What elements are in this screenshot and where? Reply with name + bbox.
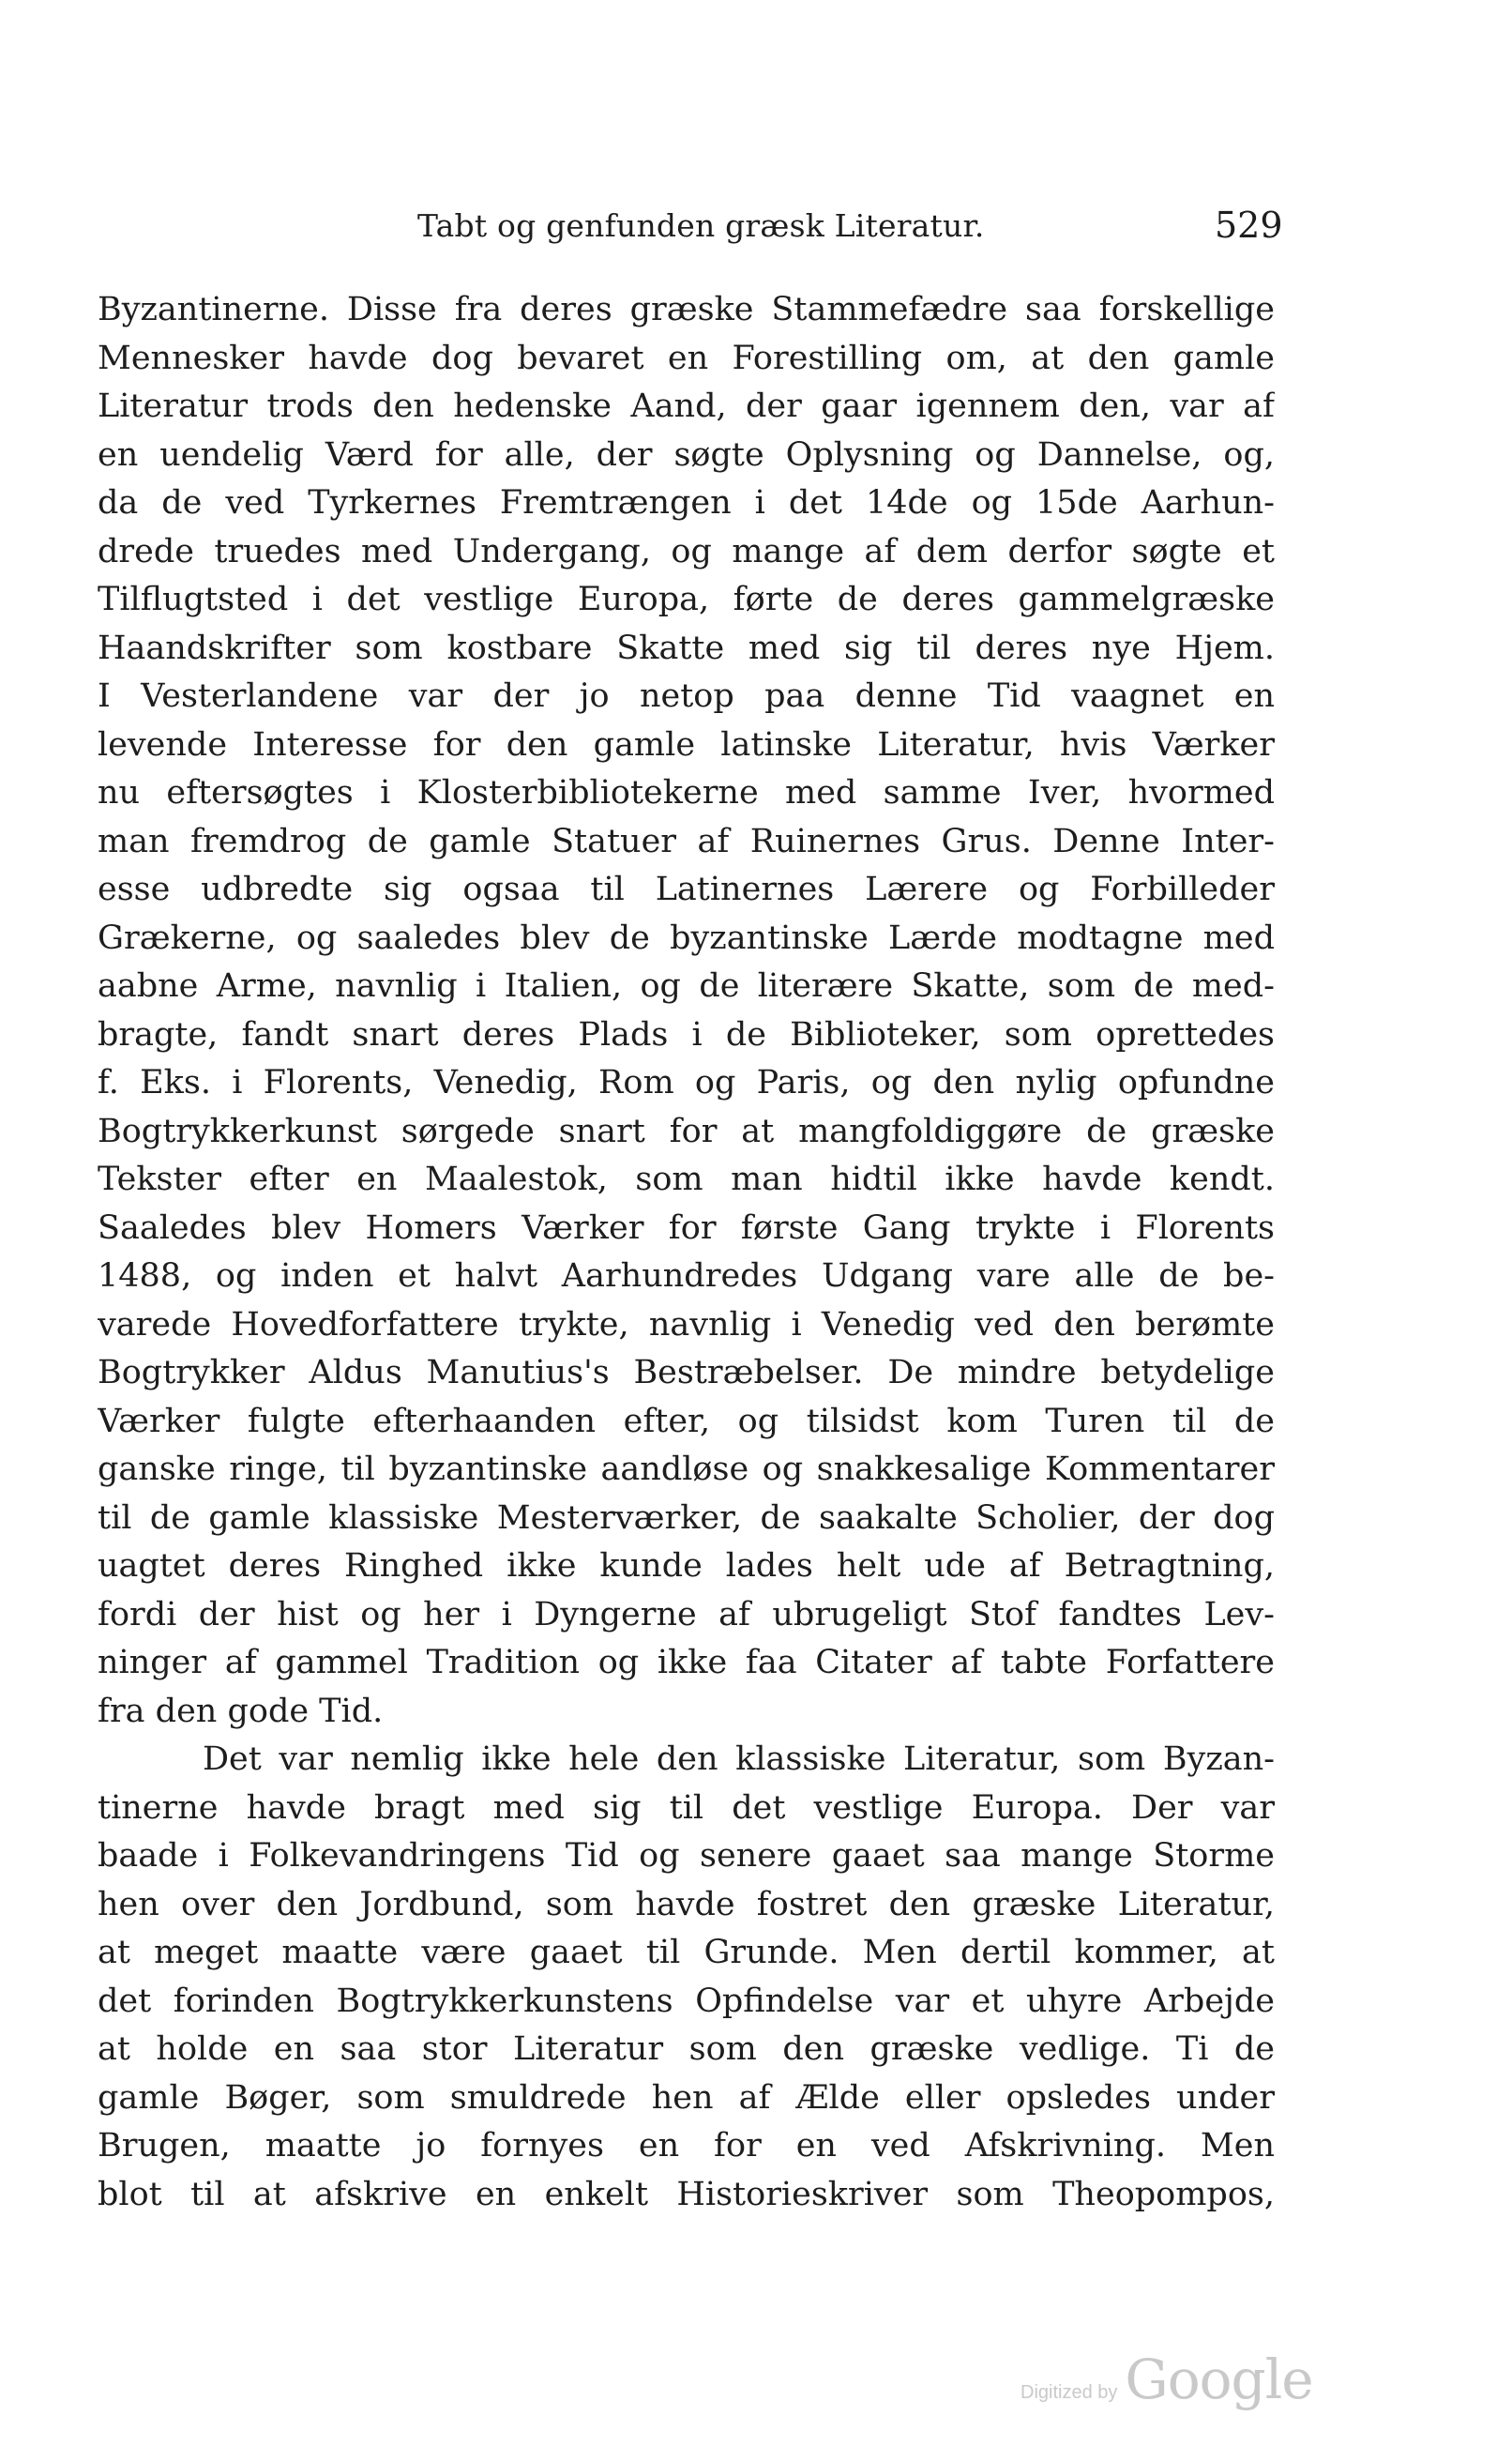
text-line: Saaledes blev Homers Værker for første Gang trykte i Florents <box>98 1208 1275 1247</box>
text-line: til de gamle klassiske Mesterværker, de saakalte Scholier, der dog <box>98 1498 1275 1537</box>
text-line: esse udbredte sig ogsaa til Latinernes Lærere og Forbilleder <box>98 871 1275 908</box>
text-line: uagtet deres Ringhed ikke kunde lades helt ude af Betragtning, <box>98 1547 1275 1585</box>
text-line: en uendelig Værd for alle, der søgte Oplysning og Dannelse, og, <box>98 435 1275 474</box>
text-line: nu eftersøgtes i Klosterbibliotekerne med samme Iver, hvormed <box>98 774 1275 812</box>
text-line: Bogtrykker Aldus Manutius's Bestræbelser. De mindre betydelige <box>98 1354 1275 1391</box>
text-line: drede truedes med Undergang, og mange af dem derfor søgte et <box>98 532 1275 570</box>
body-text <box>98 286 1275 2219</box>
running-title: Tabt og genfunden græsk Literatur. <box>417 207 985 244</box>
text-line: I Vesterlandene var der jo netop paa denne Tid vaagnet en <box>98 677 1275 715</box>
text-line: f. Eks. i Florents, Venedig, Rom og Paris, og den nylig opfundne <box>98 1064 1275 1101</box>
text-line: Grækerne, og saaledes blev de byzantinske Lærde modtagne med <box>98 919 1275 957</box>
text-line: Brugen, maatte jo fornyes en for en ved Afskrivning. Men <box>98 2127 1275 2165</box>
text-line: Bogtrykkerkunst sørgede snart for at mangfoldiggøre de græske <box>98 1112 1275 1150</box>
text-line: gamle Bøger, som smuldrede hen af Ælde eller opsledes under <box>98 2078 1275 2117</box>
text-line: at meget maatte være gaaet til Grunde. Men dertil kommer, at <box>98 1934 1275 1971</box>
text-line: 1488, og inden et halvt Aarhundredes Udgang vare alle de be- <box>98 1257 1275 1295</box>
text-line: ninger af gammel Tradition og ikke faa Citater af tabte Forfattere <box>98 1644 1275 1681</box>
text-line: Mennesker havde dog bevaret en Forestilling om, at den gamle <box>98 339 1275 377</box>
text-line: hen over den Jordbund, som havde fostret den græske Literatur, <box>98 1885 1275 1923</box>
text-line: aabne Arme, navnlig i Italien, og de literære Skatte, som de med- <box>98 967 1275 1005</box>
text-line: tinerne havde bragt med sig til det vestlige Europa. Der var <box>98 1788 1275 1827</box>
page-number: 529 <box>1215 205 1283 246</box>
text-line: det forinden Bogtrykkerkunstens Opfindelse var et uhyre Arbejde <box>98 1982 1275 2020</box>
text-line: ganske ringe, til byzantinske aandløse og snakkesalige Kommentarer <box>98 1451 1275 1488</box>
paragraph-last-line: fra den gode Tid. <box>98 1692 384 1730</box>
text-line: Tilflugtsted i det vestlige Europa, førte de deres gammelgræske <box>98 581 1275 618</box>
text-line: varede Hovedforfattere trykte, navnlig i Venedig ved den berømte <box>98 1305 1275 1344</box>
text-line: Literatur trods den hedenske Aand, der gaar igennem den, var af <box>98 387 1275 425</box>
running-header <box>0 200 1512 256</box>
digitized-by-google-watermark <box>1021 2347 1313 2423</box>
text-line: bragte, fandt snart deres Plads i de Biblioteker, som oprettedes <box>98 1015 1275 1054</box>
text-line: man fremdrog de gamle Statuer af Ruinernes Grus. Denne Inter- <box>98 822 1275 860</box>
text-line: baade i Folkevandringens Tid og senere gaaet saa mange Storme <box>98 1837 1275 1875</box>
text-line: blot til at afskrive en enkelt Historieskriver som Theopompos, <box>98 2175 1275 2213</box>
text-line: levende Interesse for den gamle latinske Literatur, hvis Værker <box>98 725 1275 764</box>
text-line: Værker fulgte efterhaanden efter, og tilsidst kom Turen til de <box>98 1402 1275 1440</box>
text-line: at holde en saa stor Literatur som den græske vedlige. Ti de <box>98 2030 1275 2068</box>
watermark-prefix: Digitized by <box>1021 2382 1118 2403</box>
text-line: da de ved Tyrkernes Fremtrængen i det 14de og 15de Aarhun- <box>98 484 1275 522</box>
paragraph-first-line: Det var nemlig ikke hele den klassiske Literatur, som Byzan- <box>203 1740 1275 1778</box>
text-line: fordi der hist og her i Dyngerne af ubrugeligt Stof fandtes Lev- <box>98 1595 1275 1633</box>
text-line: Tekster efter en Maalestok, som man hidtil ikke havde kendt. <box>98 1161 1275 1198</box>
google-logo: Google <box>1125 2347 1313 2411</box>
text-line: Haandskrifter som kostbare Skatte med sig til deres nye Hjem. <box>98 629 1275 667</box>
text-line: Byzantinerne. Disse fra deres græske Stammefædre saa forskellige <box>98 291 1275 328</box>
